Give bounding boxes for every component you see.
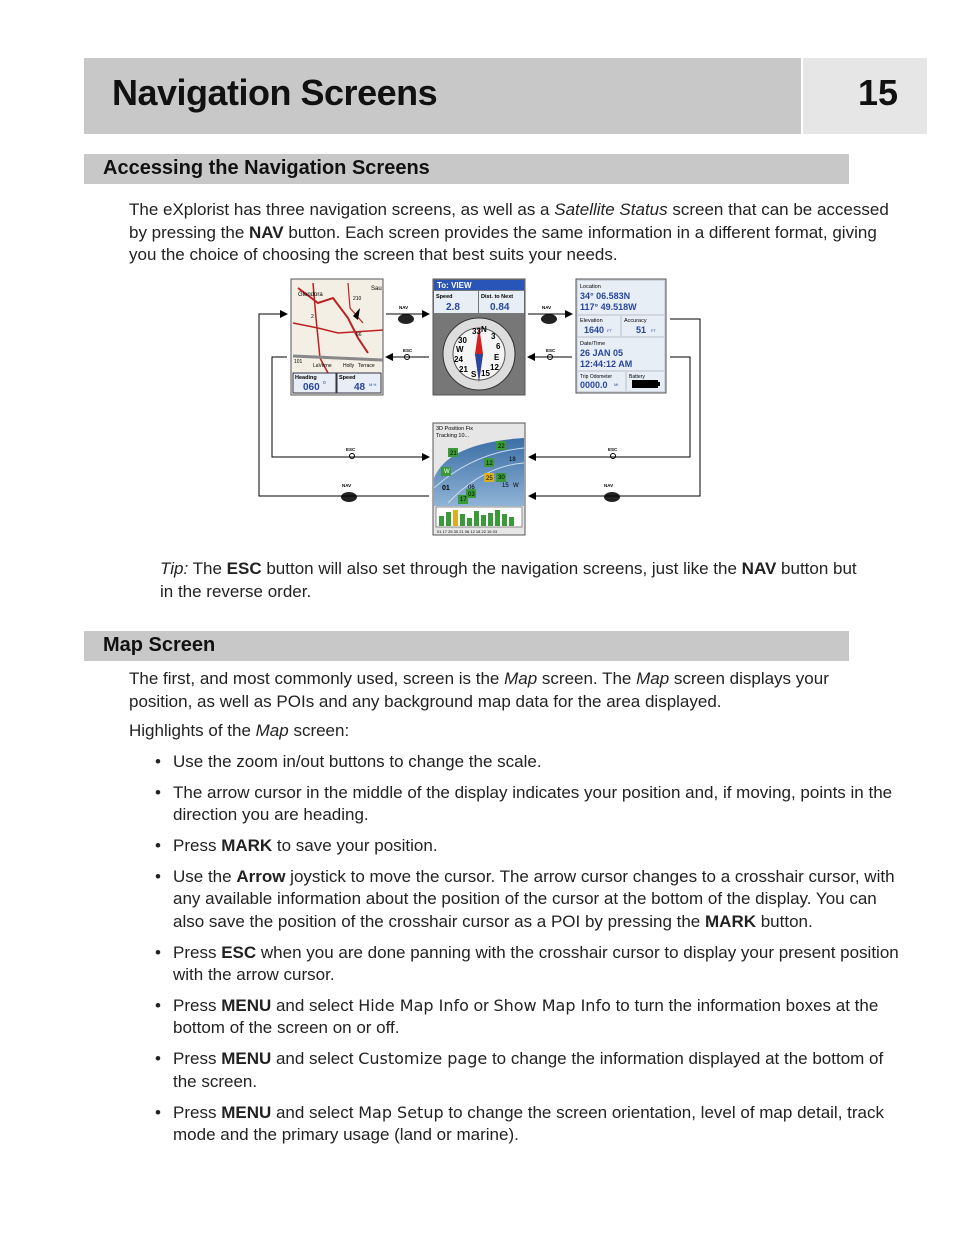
- section-heading-map-screen: [84, 631, 849, 661]
- page-header: [84, 58, 801, 134]
- svg-text:o: o: [323, 380, 326, 386]
- svg-text:24: 24: [454, 355, 463, 364]
- list-item: • Press MARK to save your position.: [155, 835, 900, 858]
- svg-text:Trip Odometer: Trip Odometer: [580, 374, 613, 380]
- svg-text:Tracking 10...: Tracking 10...: [436, 433, 470, 439]
- svg-text:W: W: [456, 345, 464, 354]
- page-number-box: [803, 58, 927, 134]
- svg-text:12: 12: [490, 363, 499, 372]
- svg-text:21: 21: [459, 365, 468, 374]
- svg-text:E: E: [494, 353, 500, 362]
- compass-screen-thumbnail: [433, 279, 525, 395]
- svg-text:21: 21: [450, 451, 457, 457]
- list-item: • Use the Arrow joystick to move the cursor. The arrow cursor changes to a crosshair cursor, with any available information about the position of the cursor at the bottom of the display. You can also save the position of the crosshair cursor as a POI by pressing the MARK button.: [155, 866, 900, 934]
- satellite-screen-thumbnail: [433, 423, 525, 535]
- svg-text:Battery: Battery: [629, 374, 645, 380]
- svg-text:NAV: NAV: [399, 305, 409, 310]
- svg-text:ESC: ESC: [608, 447, 618, 452]
- svg-text:33: 33: [472, 327, 481, 336]
- svg-text:W: W: [444, 469, 450, 475]
- svg-text:MI: MI: [614, 382, 619, 387]
- list-item: • Press MENU and select Customize page to change the information displayed at the bottom of the screen.: [155, 1048, 900, 1093]
- map-intro-paragraph: The first, and most commonly used, screen is the Map screen. The Map screen displays your position, as well as POIs and any background map data for the area displayed.: [129, 669, 829, 711]
- svg-text:01 17 25 30 21 06 12 18 22 15: 01 17 25 30 21 06 12 18 22 15 03: [437, 529, 498, 534]
- svg-text:2: 2: [311, 314, 314, 320]
- svg-text:101: 101: [294, 359, 303, 365]
- svg-text:01: 01: [442, 485, 450, 492]
- svg-text:15: 15: [481, 369, 490, 378]
- list-item: • Press ESC when you are done panning with the crosshair cursor to display your present position with the arrow cursor.: [155, 942, 900, 987]
- svg-text:Heading: Heading: [295, 375, 317, 381]
- svg-text:Accuracy: Accuracy: [624, 318, 647, 324]
- list-item: • Use the zoom in/out buttons to change the scale.: [155, 751, 900, 774]
- svg-text:48: 48: [354, 382, 366, 393]
- svg-text:03: 03: [468, 492, 475, 498]
- svg-text:66: 66: [356, 332, 362, 338]
- intro-paragraph: The eXplorist has three navigation screens, as well as a Satellite Status screen that can be accessed by pressing the NAV button. Each screen provides the same information in a different format, giving you the choice of choosing the screen that best suits your needs.: [129, 200, 889, 264]
- svg-text:34° 06.583N: 34° 06.583N: [580, 291, 631, 301]
- svg-text:ESC: ESC: [546, 348, 556, 353]
- svg-text:NAV: NAV: [542, 305, 552, 310]
- svg-text:Dist. to Next: Dist. to Next: [481, 294, 514, 300]
- svg-text:N: N: [481, 325, 487, 334]
- svg-text:Location: Location: [580, 284, 601, 290]
- svg-text:17: 17: [460, 497, 467, 503]
- svg-text:12:44:12 AM: 12:44:12 AM: [580, 359, 633, 369]
- list-item: • The arrow cursor in the middle of the display indicates your position and, if moving, points in the direction you are heading.: [155, 782, 900, 827]
- svg-text:30: 30: [458, 336, 467, 345]
- svg-text:1640: 1640: [584, 325, 605, 335]
- svg-text:210: 210: [353, 296, 362, 302]
- svg-text:0000.0: 0000.0: [580, 380, 608, 390]
- highlights-paragraph: Highlights of the Map screen:: [129, 721, 350, 740]
- svg-text:Date/Time: Date/Time: [580, 341, 606, 347]
- svg-text:26 JAN 05: 26 JAN 05: [580, 348, 624, 358]
- svg-text:ESC: ESC: [403, 348, 413, 353]
- section-heading-accessing: [84, 154, 849, 184]
- svg-text:30: 30: [498, 475, 505, 481]
- svg-text:LaVerne: LaVerne: [313, 363, 332, 369]
- svg-text:2.8: 2.8: [446, 302, 460, 313]
- page-title: Navigation Screens: [112, 72, 438, 113]
- svg-text:060: 060: [303, 382, 320, 393]
- svg-text:12: 12: [486, 461, 493, 467]
- svg-text:06: 06: [468, 485, 475, 491]
- svg-text:Sau: Sau: [371, 286, 382, 292]
- svg-text:3D Position Fix: 3D Position Fix: [436, 426, 473, 432]
- highlights-list: [155, 751, 900, 1155]
- page-number: 15: [858, 72, 899, 113]
- svg-text:0.84: 0.84: [490, 302, 510, 313]
- svg-text:FT: FT: [607, 328, 612, 333]
- svg-text:Speed: Speed: [339, 375, 356, 381]
- svg-text:51: 51: [636, 325, 647, 335]
- list-item: • Press MENU and select Map Setup to change the screen orientation, level of map detail, track mode and the primary usage (land or marine).: [155, 1102, 900, 1147]
- svg-text:18: 18: [509, 457, 516, 463]
- svg-text:Terrace: Terrace: [358, 363, 375, 369]
- svg-text:NAV: NAV: [342, 483, 352, 488]
- svg-text:22: 22: [498, 444, 505, 450]
- svg-text:Holly: Holly: [343, 363, 355, 369]
- svg-text:ESC: ESC: [346, 447, 356, 452]
- navigation-screens-diagram: [258, 278, 704, 538]
- svg-text:NAV: NAV: [604, 483, 614, 488]
- svg-text:6: 6: [496, 342, 501, 351]
- svg-text:To: VIEW: To: VIEW: [437, 281, 472, 290]
- svg-text:W: W: [513, 483, 519, 489]
- svg-text:117° 49.518W: 117° 49.518W: [580, 302, 637, 312]
- list-item: • Press MENU and select Hide Map Info or Show Map Info to turn the information boxes at the bottom of the screen on or off.: [155, 995, 900, 1040]
- svg-text:25: 25: [486, 476, 493, 482]
- position-screen-thumbnail: [576, 279, 666, 393]
- map-screen-thumbnail: [291, 279, 383, 395]
- section-heading-text: Accessing the Navigation Screens: [103, 157, 430, 179]
- svg-text:S: S: [471, 370, 477, 379]
- svg-text:Glendora: Glendora: [298, 292, 323, 298]
- tip-paragraph: Tip: The ESC button will also set through the navigation screens, just like the NAV button but in the reverse order.: [160, 559, 857, 601]
- svg-text:3: 3: [491, 332, 496, 341]
- svg-text:M H: M H: [369, 382, 377, 387]
- svg-text:Elevation: Elevation: [580, 318, 603, 324]
- svg-text:15: 15: [502, 483, 509, 489]
- svg-text:Speed: Speed: [436, 294, 453, 300]
- section-heading-text: Map Screen: [103, 634, 216, 656]
- svg-text:FT: FT: [651, 328, 656, 333]
